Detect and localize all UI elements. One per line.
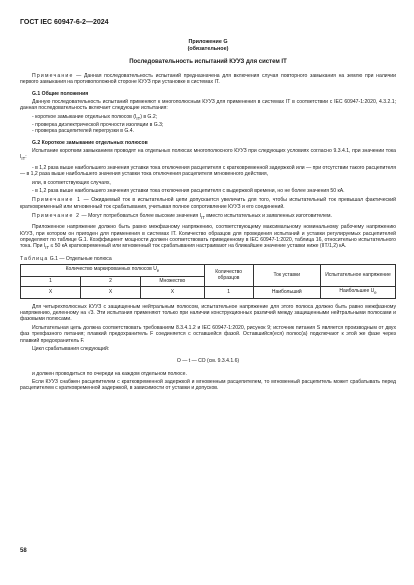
table-header-cell: 1 xyxy=(21,276,81,286)
bullet-paragraph: - в 1,2 раза выше наибольшего значения уставки тока отключения расцепителя с кратковременной задержкой или — при отсутствии такого расцепителя — в 1,2 раза выше наибольшего значения уставки тока отключения расцепителя мгновенного действия, xyxy=(20,164,396,178)
table-header-row xyxy=(21,264,396,276)
table-title xyxy=(20,256,396,262)
note-text: — Ожидаемый ток в испытательной цепи допускается увеличить для того, чтобы испытательный ток превышал фактический кратковременный или мгновенный ток срабатывания, учитывая полное сопротивление КУУЗ и его соединений. xyxy=(20,197,396,210)
subscript: IT xyxy=(136,115,141,121)
section-g2-heading: G.2 Короткое замыкание отдельных полюсов xyxy=(32,139,148,146)
table-row xyxy=(21,286,396,298)
table-title-label: Таблица xyxy=(20,255,49,262)
subscript: IT xyxy=(201,215,205,221)
paragraph-text: : xyxy=(25,154,27,161)
voltage-paragraph xyxy=(20,224,396,251)
list-item: - проверка расцепителей перегрузки в G.4. xyxy=(32,128,134,135)
table-cell: X xyxy=(141,286,205,298)
paragraph-text: Приложенное напряжение должно быть равно межфазному напряжению, соответствующему максимальному номинальному рабочему напряжению КУУЗ, при котором он пригоден для применения в системах IT. Количество образцов для проведения испытаний и уставки регулируемых расцепителей определяют по таблице G.1. Коэффициент мощности должен соответствовать приведенному в IEC 60947-1:2020, таблица 16, относительно испытательного тока. При I xyxy=(20,224,396,250)
table-header-cell: Количество образцов xyxy=(204,264,253,286)
intro-note xyxy=(20,73,396,86)
subscript: e xyxy=(156,268,160,274)
cell-text: Наибольшее U xyxy=(339,288,375,295)
list-item xyxy=(20,114,396,122)
table-cell: 1 xyxy=(204,286,253,298)
list-item: - проверка диэлектрической прочности изоляции в G.3; xyxy=(32,122,164,129)
note-1 xyxy=(20,197,396,210)
header-text: Количество маркированных полюсов U xyxy=(65,266,157,273)
note-2 xyxy=(20,213,396,221)
note-text: — Могут потребоваться более высокие значения I xyxy=(80,213,202,220)
subscript: IT xyxy=(21,156,26,162)
subscript: e xyxy=(374,290,377,296)
poles-table xyxy=(20,264,396,299)
list-item-text: ) в G.2; xyxy=(140,113,158,120)
note-label: Примечание 2 xyxy=(32,213,81,220)
document-page xyxy=(20,20,396,394)
table-cell: X xyxy=(21,286,81,298)
paragraph: Испытательная цепь должна соответствовать требованиям 8.3.4.1.2 и IEC 60947-1:2020, рисунок 9; источник питания S является производным от двух фаз трехфазного питания; плавкий предохранитель F соединяется с оставшейся фазой. Оставшийся(еся) полюс(а) подключают к этой же фазе через плавкий предохранитель F. xyxy=(20,324,396,344)
operating-sequence-formula: О — t — СО (см. 9.3.4.1.6) xyxy=(176,358,240,365)
section-g2-paragraph xyxy=(20,148,396,163)
paragraph-text: /1,2) кА. xyxy=(327,243,347,250)
table-header-cell xyxy=(21,264,205,276)
table-cell: X xyxy=(81,286,141,298)
table-header-cell: Ток уставки xyxy=(253,264,321,286)
annex-title: Приложение G xyxy=(188,39,228,46)
table-header-cell: Множество xyxy=(141,276,205,286)
paragraph-text: IT xyxy=(323,243,328,250)
bullet-paragraph: или, в соответствующих случаях, xyxy=(32,179,111,186)
annex-name: Последовательность испытаний КУУЗ для систем IT xyxy=(129,58,287,65)
table-header-cell: Испытательное напряжение xyxy=(321,264,396,286)
paragraph: Цикл срабатывания следующий: xyxy=(32,345,110,352)
list-item-text: - короткое замыкание отдельных полюсов (I xyxy=(32,113,137,120)
annex-status: (обязательное) xyxy=(187,45,229,52)
page-number: 58 xyxy=(20,548,27,554)
table-cell xyxy=(321,286,396,298)
note-text: вместо испытательных и заявленных изготовителем. xyxy=(204,213,332,220)
paragraph: и должен проводиться по очереди на каждом отдельном полюсе. xyxy=(32,370,187,377)
bullet-paragraph: - в 1,2 раза выше наибольшего значения уставки тока отключения расцепителя с выдержкой времени, но не более значения 50 кА. xyxy=(32,188,345,195)
note-label: Примечание 1 xyxy=(32,197,82,204)
paragraph: Если КУУЗ снабжен расцепителем с кратковременной задержкой и мгновенным расцепителем, то мгновенный расцепитель может срабатывать перед расцепителем с кратковременной задержкой, в зависимости от уставки и допусков. xyxy=(20,379,396,392)
table-cell: Наибольший xyxy=(253,286,321,298)
intro-note-label: Примечание xyxy=(32,73,74,80)
paragraph-text: Испытание коротким замыканием проводят на отдельных полюсах многополюсного КУУЗ при следующих условиях согласно 9.3.4.1, при значении тока I xyxy=(20,148,396,161)
subscript: IT xyxy=(45,245,50,251)
section-g1-heading: G.1 Общие положения xyxy=(32,90,89,97)
document-header: ГОСТ IEC 60947-6-2—2024 xyxy=(20,19,109,26)
paragraph-text: ≤ 50 кА кратковременный или мгновенный ток срабатывания настраивают на ближайшее значение уставки ниже (I xyxy=(49,243,324,250)
paragraph: Для четырехполюсных КУУЗ с защищенным нейтральным полюсом, испытательное напряжение для этого полюса должно быть равно межфазному напряжению, деленному на √3. Эти испытания применяют только при наличии конструкционных различий между защищенными нейтральными полюсами и фазовыми полюсами. xyxy=(20,303,396,323)
intro-note-text: — Данная последовательность испытаний предназначена для включения случая повторного замыкания на землю при наличии первого замыкания на противоположной стороне КУУЗ при установке в системах IT. xyxy=(20,73,396,86)
table-header-cell: 2 xyxy=(81,276,141,286)
table-title-text: G.1 — Отдельные полюса xyxy=(48,255,112,262)
section-g1-paragraph: Данную последовательность испытаний применяют к многополюсным КУУЗ для применения в системах IT в соответствии с IEC 60947-1:2020, 4.3.2.1; данная последовательность включает следующие испытания: xyxy=(20,99,396,112)
